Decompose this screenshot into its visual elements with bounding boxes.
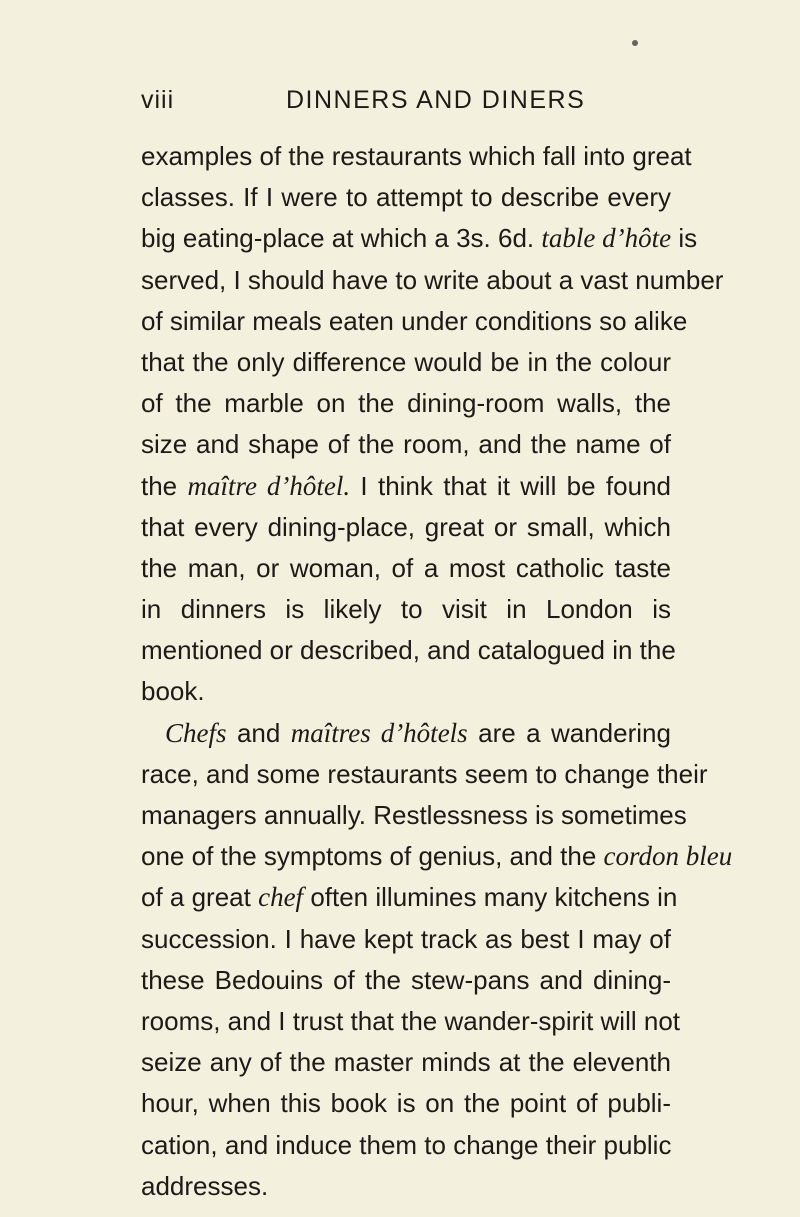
text-line: race, and some restaurants seem to change their [141, 758, 708, 789]
text-line: mentioned or described, and catalogued in the [141, 635, 676, 666]
page-header [141, 86, 661, 126]
text-line: that the only difference would be in the colour [141, 346, 671, 377]
italic-phrase: chef [258, 882, 304, 913]
text-span: I think that it will be found [360, 470, 671, 501]
text-span: are a wandering [478, 717, 671, 748]
text-line: hour, when this book is on the point of publi- [141, 1088, 671, 1119]
paragraph-1 [141, 136, 724, 713]
text-line: succession. I have kept track as best I may of [141, 923, 671, 954]
italic-phrase: cordon bleu [603, 841, 733, 872]
text-line [141, 877, 678, 918]
text-line: rooms, and I trust that the wander-spirit will not [141, 1005, 681, 1036]
italic-phrase: maître d’hôtel. [187, 470, 351, 501]
text-line: seize any of the master minds at the eleventh [141, 1047, 671, 1078]
page-number: viii [141, 86, 175, 114]
text-line: examples of the restaurants which fall into great [141, 141, 692, 171]
text-span: and [236, 717, 281, 748]
text-span: big eating-place at which a 3s. 6d. [141, 223, 535, 254]
text-line [141, 218, 698, 259]
text-span: is [678, 223, 698, 254]
text-line: in dinners is likely to visit in London is [141, 594, 671, 625]
text-span: the [141, 470, 178, 501]
italic-phrase: table d’hôte [541, 223, 672, 254]
text-line: these Bedouins of the stew-pans and dining- [141, 964, 671, 995]
text-line: book. [141, 676, 205, 707]
text-line: managers annually. Restlessness is sometimes [141, 800, 687, 830]
text-line [141, 713, 671, 754]
italic-phrase: Chefs [165, 717, 227, 748]
italic-phrase: maîtres d’hôtels [290, 717, 468, 748]
text-line: of the marble on the dining-room walls, the [141, 388, 671, 419]
text-span: one of the symptoms of genius, and the [141, 841, 597, 872]
text-line: addresses. [141, 1170, 269, 1201]
text-line: that every dining-place, great or small, which [141, 511, 671, 542]
ink-speck [632, 40, 638, 46]
text-span: of a great [141, 882, 251, 913]
text-span: often illumines many kitchens in [310, 882, 678, 913]
text-line: size and shape of the room, and the name of [141, 429, 671, 460]
text-line [141, 836, 733, 877]
text-line: served, I should have to write about a vast number [141, 264, 724, 295]
text-line: cation, and induce them to change their public [141, 1129, 672, 1160]
running-head: DINNERS AND DINERS [286, 86, 586, 114]
paragraph-2 [141, 713, 733, 1207]
text-line [141, 466, 671, 507]
text-line: the man, or woman, of a most catholic taste [141, 552, 671, 583]
text-line: of similar meals eaten under conditions so alike [141, 305, 688, 336]
body-text [141, 136, 733, 1207]
text-line: classes. If I were to attempt to describe every [141, 182, 671, 213]
